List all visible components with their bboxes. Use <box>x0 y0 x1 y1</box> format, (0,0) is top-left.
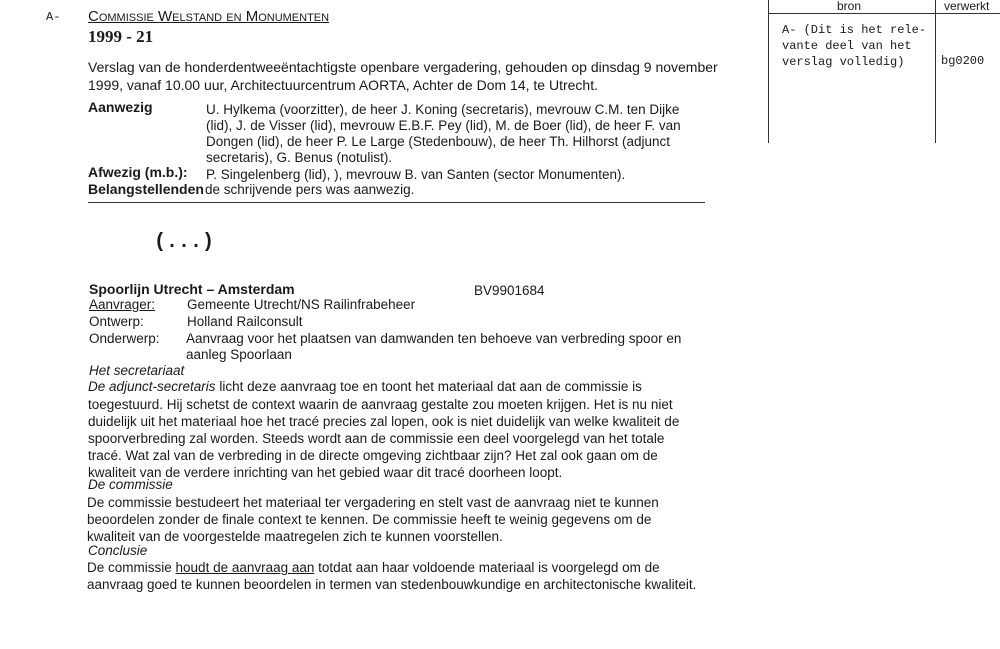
speaker: De adjunct-secretaris <box>88 379 216 394</box>
commission-title: Commissie Welstand en Monumenten <box>88 8 330 25</box>
conclusion-pre: De commissie <box>87 560 172 575</box>
body-line: toegestuurd. Hij schetst de context waarin de aanvraag gestalte zou moeten krijgen. Het is nu niet <box>88 397 673 412</box>
table-left-border <box>768 0 769 143</box>
body-line: kwaliteit van de voorgestelde maatregelen zich te kunnen voorstellen. <box>87 529 503 544</box>
absent-label: Afwezig (m.b.): <box>88 164 188 180</box>
interested-label: Belangstellenden <box>88 181 204 197</box>
column-processed: verwerkt <box>944 0 990 13</box>
present-list <box>206 102 681 166</box>
present-label: Aanwezig <box>88 99 153 115</box>
note-line: A- (Dit is het rele- <box>782 23 927 37</box>
body-line: spoorverbreding zal worden. Steeds wordt aan de commissie een deel voorgelegd van het totale <box>88 431 665 446</box>
subject-line-1: Aanvraag voor het plaatsen van damwanden ten behoeve van verbreding spoor en <box>186 331 682 346</box>
commission-heading: De commissie <box>88 477 173 492</box>
interested-text: de schrijvende pers was aanwezig. <box>205 182 415 197</box>
secretariat-heading: Het secretariaat <box>89 363 185 378</box>
table-column-divider <box>935 0 936 143</box>
column-source: bron <box>837 0 862 13</box>
case-number: BV9901684 <box>474 283 545 298</box>
applicant-label: Aanvrager: <box>89 297 156 312</box>
table-header-divider <box>768 13 1000 14</box>
note-line: vante deel van het <box>782 39 912 53</box>
subject-line-2: aanleg Spoorlaan <box>186 347 292 362</box>
source-note <box>782 22 926 70</box>
present-line: Dongen (lid), de heer P. Le Large (Stedenbouw), de heer Th. Hilhorst (adjunct <box>206 134 671 149</box>
document-number: 1999 - 21 <box>88 27 154 46</box>
secretariat-body <box>88 396 679 481</box>
body-line: beoordelen zonder de finale context te kennen. De commissie heeft te weinig gegevens om de <box>87 512 652 527</box>
subject-label: Onderwerp: <box>89 331 160 346</box>
design-value: Holland Railconsult <box>187 314 303 329</box>
present-line: secretaris), G. Benus (notulist). <box>206 150 393 165</box>
design-label: Ontwerp: <box>89 314 144 329</box>
conclusion-post: totdat aan haar voldoende materiaal is voorgelegd om de <box>318 560 660 575</box>
decision: houdt de aanvraag aan <box>175 560 315 575</box>
intro-line-2: 1999, vanaf 10.00 uur, Architectuurcentrum AORTA, Achter de Dom 14, te Utrecht. <box>88 77 598 93</box>
absent-text: P. Singelenberg (lid), ), mevrouw B. van Santen (sector Monumenten). <box>206 167 626 182</box>
item-title: Spoorlijn Utrecht – Amsterdam <box>89 281 295 297</box>
secretariat-line-rest: licht deze aanvraag toe en toont het materiaal dat aan de commissie is <box>219 379 642 394</box>
applicant-value: Gemeente Utrecht/NS Railinfrabeheer <box>187 297 416 312</box>
conclusion-line-2: aanvraag goed te kunnen beoordelen in termen van stedenbouwkundige en architectonische kwaliteit. <box>87 577 697 592</box>
omission-marker: (...) <box>154 231 215 254</box>
conclusion-heading: Conclusie <box>88 543 148 558</box>
conclusion-line-1 <box>87 560 660 575</box>
secretariat-first-line <box>88 379 642 394</box>
intro-line-1: Verslag van de honderdentweeëntachtigste openbare vergadering, gehouden op dinsdag 9 november <box>88 59 718 75</box>
body-line: kwaliteit van de verdere inrichting van het gebied waar dit tracé doorheen loopt. <box>88 465 563 480</box>
note-line: verslag volledig) <box>782 55 905 69</box>
present-line: U. Hylkema (voorzitter), de heer J. Koning (secretaris), mevrouw C.M. ten Dijke <box>206 102 680 117</box>
present-line: (lid), J. de Visser (lid), mevrouw E.B.F. Pey (lid), M. de Boer (lid), de heer F. van <box>206 118 681 133</box>
margin-mark: A- <box>46 10 61 24</box>
commission-body <box>87 494 659 545</box>
body-line: De commissie bestudeert het materiaal ter vergadering en stelt vast de aanvraag niet te kunnen <box>87 495 659 510</box>
body-line: tracé. Wat zal van de verbreding in de directe omgeving zichtbaar zijn? Het zal ook gaan om de <box>88 448 658 463</box>
processed-code: bg0200 <box>941 54 985 68</box>
header-divider <box>88 202 705 203</box>
body-line: duidelijk uit het materiaal hoe het tracé precies zal lopen, ook is niet duidelijk van welke kwaliteit de <box>88 414 680 429</box>
